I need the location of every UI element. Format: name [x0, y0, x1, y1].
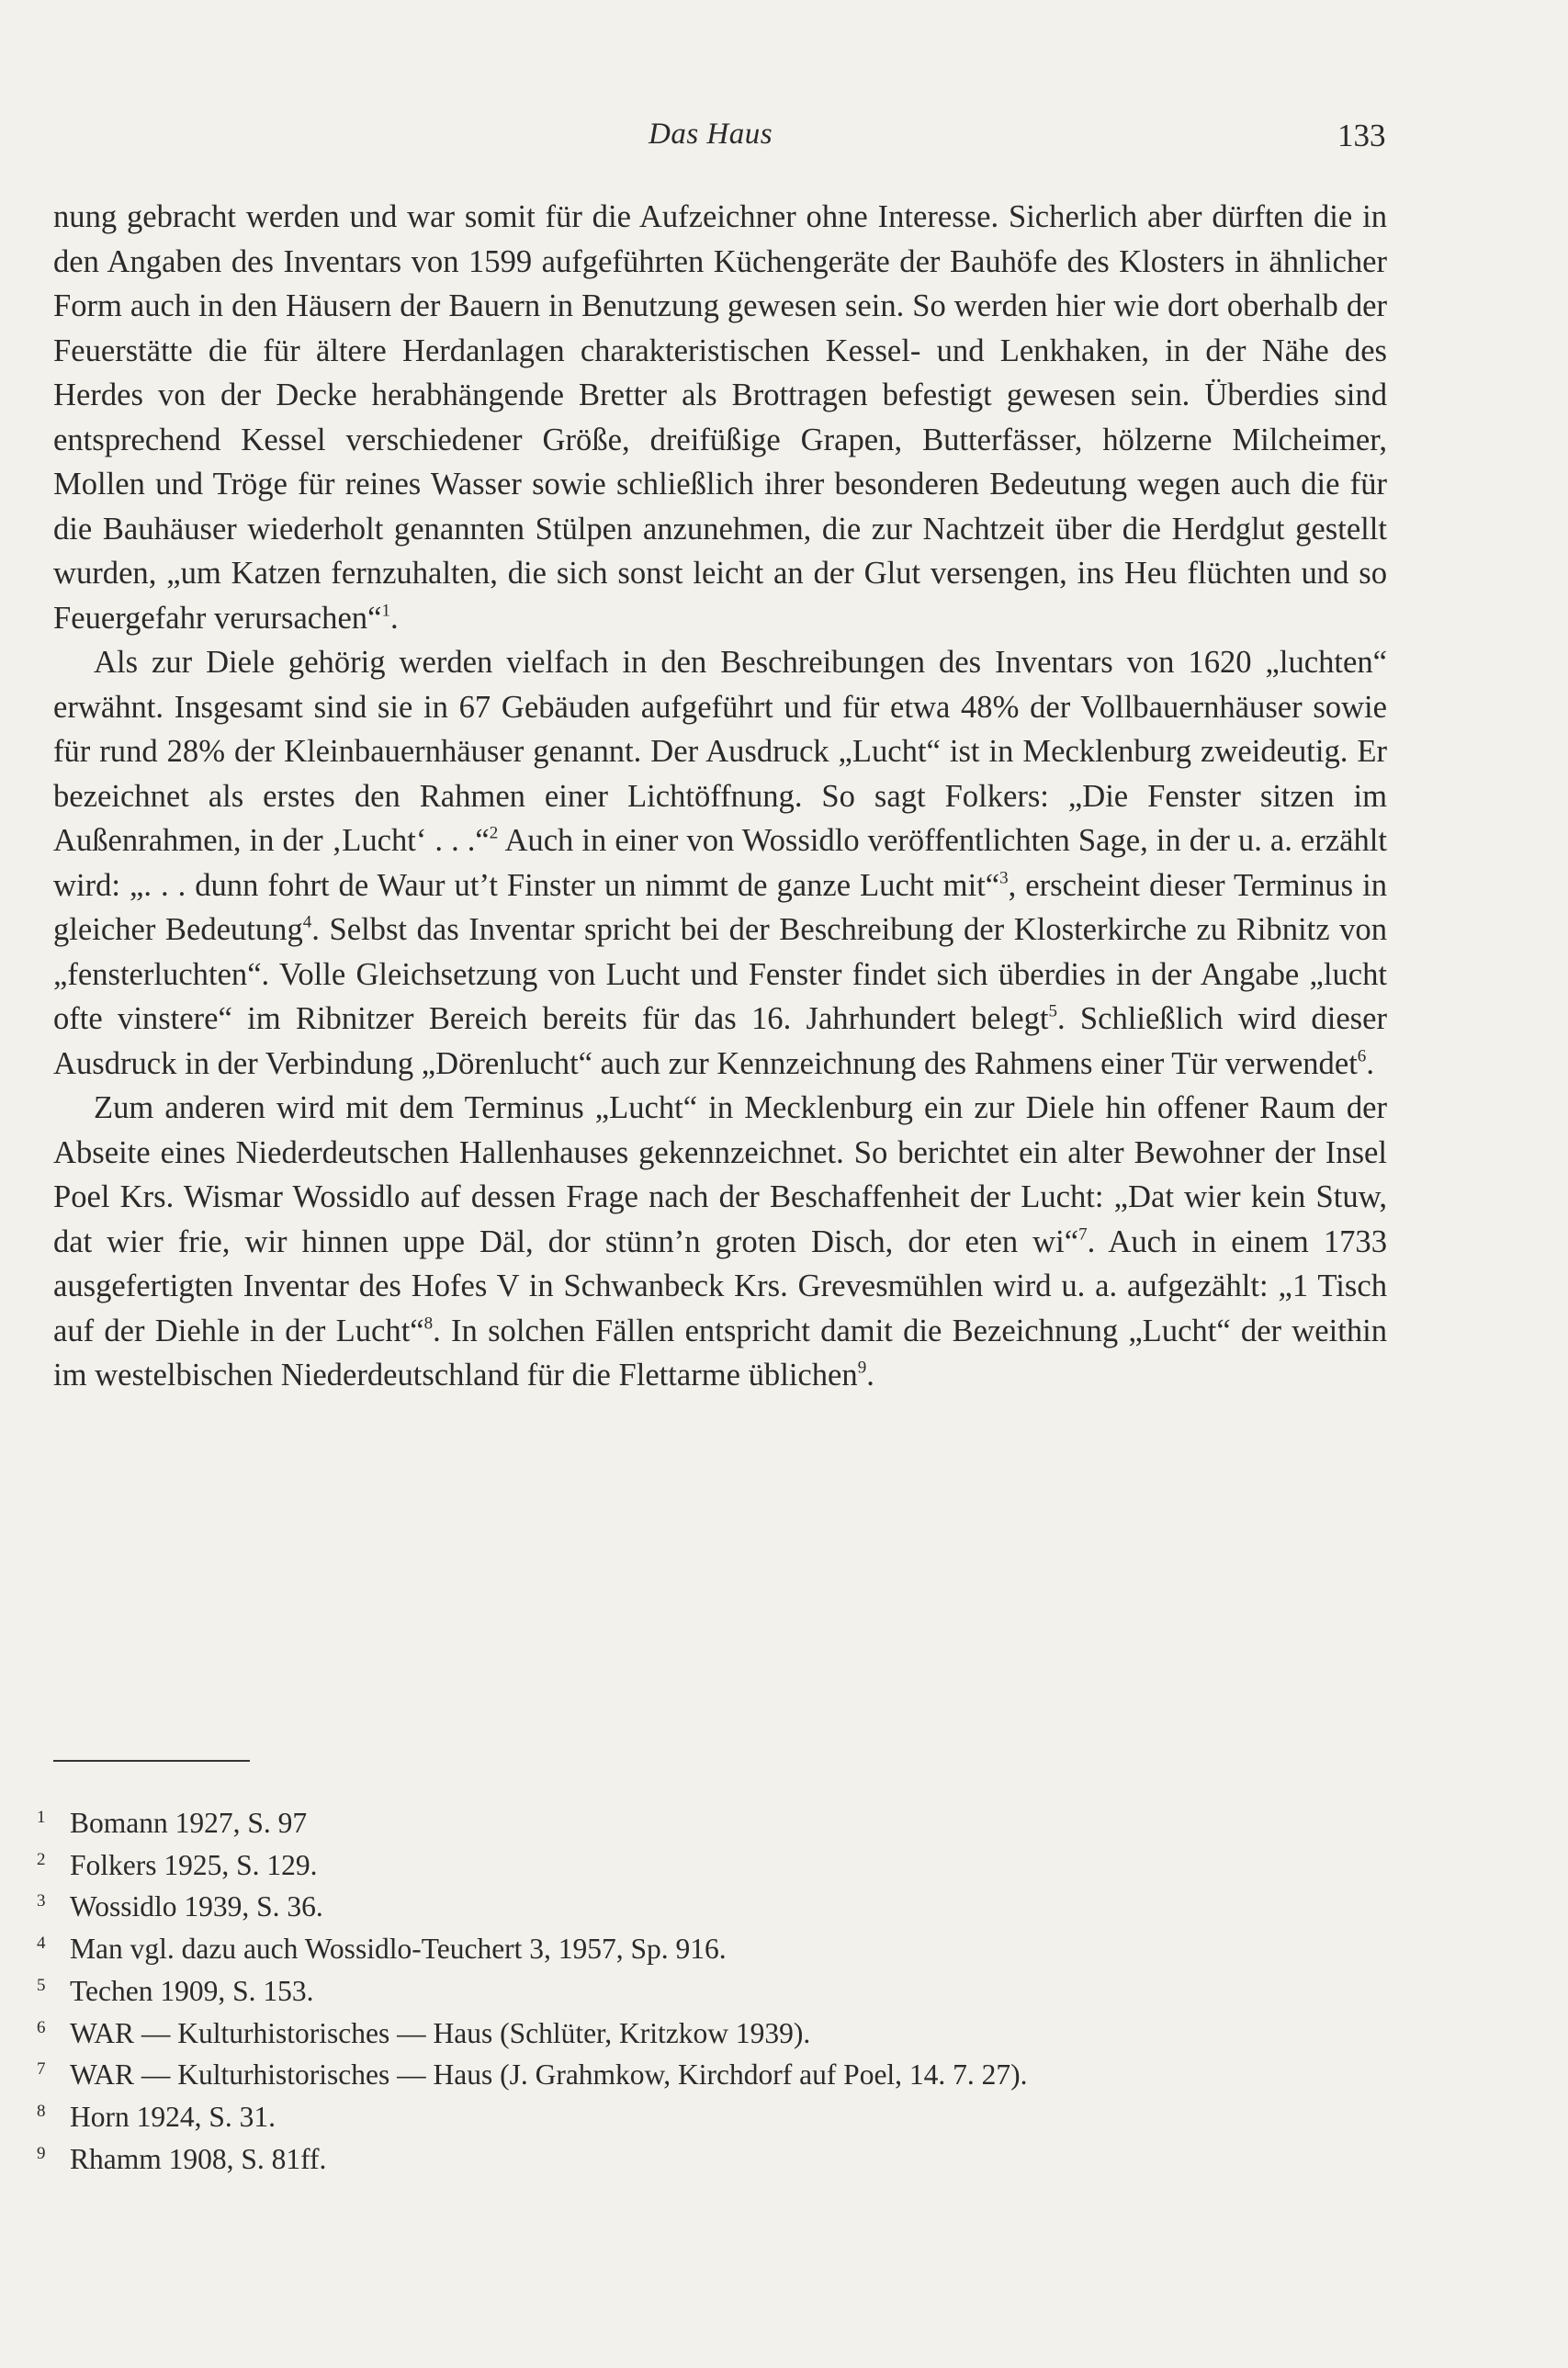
- paragraph: [53, 1086, 1387, 1398]
- body-text: [53, 195, 1387, 1398]
- paragraph: [53, 195, 1387, 640]
- footnote-number: 9: [37, 2143, 46, 2163]
- footnote-ref: 3: [999, 868, 1009, 888]
- footnote: [37, 2013, 1378, 2055]
- footnote-number: 2: [37, 1849, 46, 1869]
- footnote-text: Techen 1909, S. 153.: [70, 1974, 314, 2007]
- footnote-text: Man vgl. dazu auch Wossidlo-Teuchert 3, 1957, Sp. 916.: [70, 1933, 727, 1966]
- paragraph-text: Als zur Diele gehörig werden vielfach in den Beschreibungen des Inventars von 1620 „luchten“ erwähnt. Insgesamt sind sie in 67 Gebäuden aufgeführt und für etwa 48% der Vollbauernhäuser sowie für rund 28% der Kleinbauernhäuser genannt. Der Ausdruck „Lucht“ ist in Mecklenburg zweideutig. Er bezeichnet als erstes den Rahmen einer Lichtöffnung. So sagt Folkers: „Die Fenster sitzen im Außenrahmen, in der ‚Lucht‘ . . .“: [53, 645, 1387, 858]
- footnote-number: 3: [37, 1891, 46, 1911]
- footnote-text: WAR — Kulturhistorisches — Haus (Schlüter, Kritzkow 1939).: [70, 2016, 811, 2049]
- footnote-number: 1: [37, 1808, 46, 1827]
- footnote: [37, 1844, 1378, 1887]
- footnote-text: Bomann 1927, S. 97: [70, 1807, 308, 1839]
- footnote-text: Rhamm 1908, S. 81ff.: [70, 2142, 327, 2175]
- footnote: [37, 2054, 1378, 2096]
- paragraph-text: . Selbst das Inventar spricht bei der Beschreibung der Klosterkirche zu Ribnitz von „fensterluchten“. Volle Gleichsetzung von Lucht und Fenster findet sich überdies in der Angabe „lucht ofte vinstere“ im Ribnitzer Bereich bereits für das 16. Jahrhundert belegt: [53, 912, 1387, 1036]
- footnote-number: 8: [37, 2101, 46, 2121]
- paragraph-text: Zum anderen wird mit dem Terminus „Lucht“ in Mecklenburg ein zur Diele hin offener Raum der Abseite eines Niederdeutschen Hallenhauses gekennzeichnet. So berichtet ein alter Bewohner der Insel Poel Krs. Wismar Wossidlo auf dessen Frage nach der Beschaffenheit der Lucht: „Dat wier kein Stuw, dat wier frie, wir hinnen uppe Däl, dor stünn’n groten Disch, dor eten wi“: [53, 1090, 1387, 1259]
- footnote-ref: 5: [1048, 1001, 1058, 1021]
- footnotes: [37, 1802, 1378, 2180]
- paragraph: [53, 640, 1387, 1086]
- footnote: [37, 1970, 1378, 2013]
- footnote-ref: 1: [381, 601, 390, 621]
- footnote: [37, 2096, 1378, 2138]
- footnote-ref: 6: [1357, 1046, 1367, 1066]
- footnote-number: 5: [37, 1975, 46, 1995]
- paragraph-text: . Auch in einem 1733 ausgefertigten Inventar des Hofes V in Schwanbeck Krs. Grevesmühlen wird u. a. aufgezählt: „1 Tisch auf der Diehle in der Lucht“: [53, 1223, 1387, 1348]
- page-number: 133: [1337, 118, 1386, 153]
- paragraph-text: , erscheint dieser Terminus in gleicher Bedeutung: [53, 867, 1388, 947]
- footnote: [37, 1886, 1378, 1928]
- footnote: [37, 1928, 1378, 1970]
- footnote-text: WAR — Kulturhistorisches — Haus (J. Grahmkow, Kirchdorf auf Poel, 14. 7. 27).: [70, 2058, 1028, 2092]
- footnote-text: Folkers 1925, S. 129.: [70, 1848, 318, 1881]
- footnote: [37, 2138, 1378, 2181]
- footnote-text: Horn 1924, S. 31.: [70, 2100, 276, 2133]
- paragraph-text: nung gebracht werden und war somit für die Aufzeichner ohne Interesse. Sicherlich aber dürften die in den Angaben des Inventars von 1599 aufgeführten Küchengeräte der Bauhöfe des Klosters in ähnlicher Form auch in den Häusern der Bauern in Benutzung gewesen sein. So werden hier wie dort oberhalb der Feuerstätte die für ältere Herdanlagen charakteristischen Kessel- und Lenkhaken, in der Nähe des Herdes von der Decke herabhängende Bretter als Brottragen befestigt gewesen sein. Überdies sind entsprechend Kessel verschiedener Größe, dreifüßige Grapen, Butterfässer, hölzerne Milcheimer, Mollen und Tröge für reines Wasser sowie schließlich ihrer besonderen Bedeutung wegen auch die für die Bauhäuser wiederholt genannten Stülpen anzunehmen, die zur Nachtzeit über die Herdglut gestellt wurden, „um Katzen fernzuhalten, die sich sonst leicht an der Glut versengen, ins Heu flüchten und so Feuergefahr verursachen“: [53, 199, 1387, 636]
- paragraph-text: .: [389, 600, 399, 636]
- footnote-ref: 7: [1078, 1224, 1088, 1245]
- footnote: [37, 1802, 1378, 1844]
- footnote-text: Wossidlo 1939, S. 36.: [70, 1890, 323, 1923]
- footnote-ref: 4: [302, 912, 312, 932]
- paragraph-text: Auch in einer von Wossidlo veröffentlichten Sage, in der u. a. erzählt wird: „. . . dunn fohrt de Waur ut’t Finster un nimmt de ganze Lucht mit“: [53, 823, 1387, 903]
- paragraph-text: . Schließlich wird dieser Ausdruck in der Verbindung „Dörenlucht“ auch zur Kennzeichnung des Rahmens einer Tür verwendet: [53, 1001, 1387, 1081]
- footnote-ref: 2: [489, 823, 499, 843]
- footnote-ref: 8: [423, 1314, 434, 1334]
- running-head: Das Haus: [649, 118, 773, 151]
- footnote-separator: [53, 1760, 250, 1762]
- footnote-number: 6: [37, 2017, 46, 2037]
- footnote-number: 4: [37, 1934, 46, 1954]
- paragraph-text: . In solchen Fällen entspricht damit die Bezeichnung „Lucht“ der weithin im westelbischen Niederdeutschland für die Flettarme üblichen: [53, 1313, 1387, 1393]
- footnote-ref: 9: [857, 1358, 867, 1378]
- footnote-number: 7: [37, 2059, 46, 2080]
- paragraph-text: .: [866, 1358, 874, 1393]
- paragraph-text: .: [1366, 1045, 1374, 1081]
